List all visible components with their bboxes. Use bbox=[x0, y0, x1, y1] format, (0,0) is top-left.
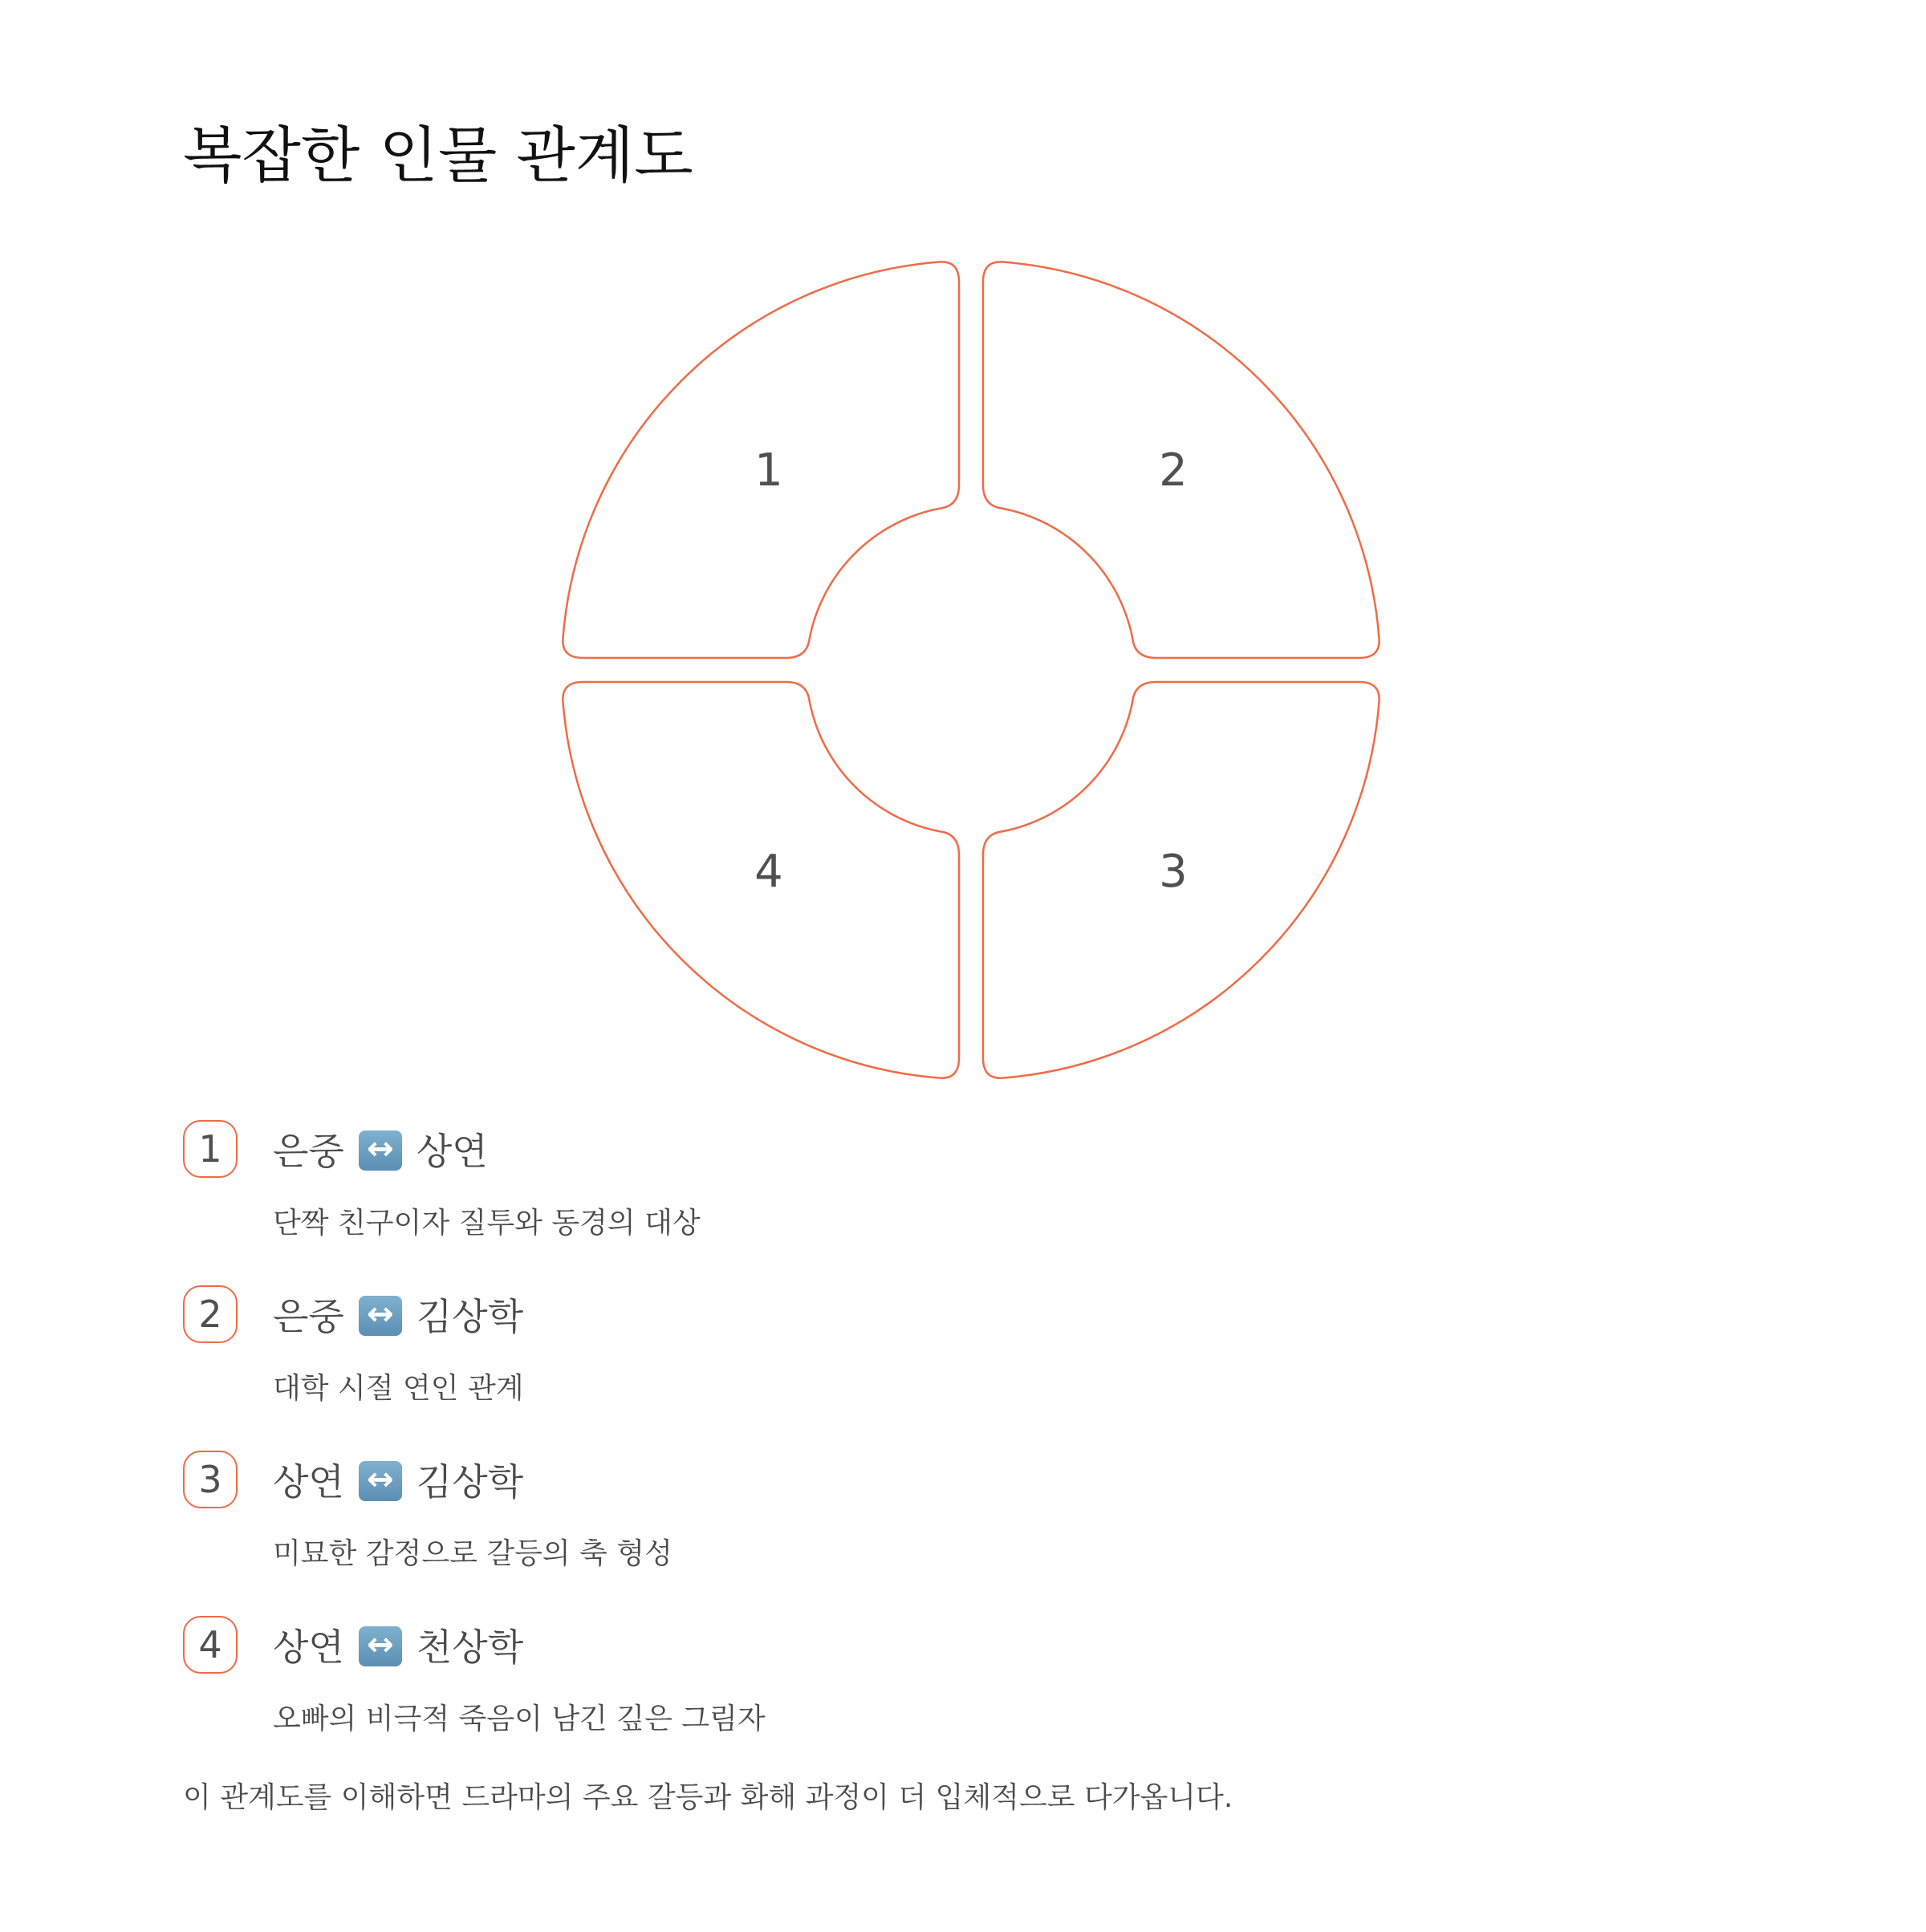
ring-segment-1 bbox=[563, 262, 959, 658]
left-right-arrow-icon bbox=[359, 1130, 402, 1171]
ring-segment-3 bbox=[983, 682, 1379, 1078]
character-name: 상연 bbox=[273, 1460, 344, 1504]
left-right-arrow-icon bbox=[359, 1296, 402, 1336]
number-badge: 3 bbox=[183, 1451, 238, 1508]
segment-number-label: 3 bbox=[1159, 846, 1188, 898]
relation-item-2 bbox=[183, 1285, 1708, 1451]
segment-number-label: 1 bbox=[754, 444, 783, 497]
relation-pair bbox=[273, 1120, 488, 1178]
ring-segment-4 bbox=[563, 682, 959, 1078]
character-name: 상연 bbox=[416, 1130, 488, 1173]
number-badge: 2 bbox=[183, 1285, 238, 1343]
character-name: 은중 bbox=[273, 1295, 344, 1338]
relation-item-4 bbox=[183, 1616, 1708, 1781]
left-right-arrow-icon bbox=[359, 1461, 402, 1501]
number-badge: 1 bbox=[183, 1120, 238, 1178]
ring-segment-2 bbox=[983, 262, 1379, 658]
left-right-arrow-icon bbox=[359, 1626, 402, 1666]
character-name: 상연 bbox=[273, 1626, 344, 1669]
character-name: 김상학 bbox=[416, 1460, 524, 1504]
relation-pair bbox=[273, 1285, 523, 1343]
relation-pair bbox=[273, 1451, 523, 1508]
character-name: 김상학 bbox=[416, 1295, 524, 1338]
page-title: 복잡한 인물 관계도 bbox=[183, 120, 693, 191]
relation-item-1 bbox=[183, 1120, 1708, 1285]
segment-number-label: 4 bbox=[754, 846, 783, 898]
relation-description: 미묘한 감정으로 갈등의 축 형성 bbox=[273, 1537, 672, 1570]
relation-item-3 bbox=[183, 1451, 1708, 1616]
relation-list bbox=[183, 1120, 1708, 1781]
footer-note: 이 관계도를 이해하면 드라마의 주요 갈등과 화해 과정이 더 입체적으로 다가옵니다. bbox=[183, 1781, 1233, 1814]
relation-description: 대학 시절 연인 관계 bbox=[273, 1372, 524, 1405]
character-name: 은중 bbox=[273, 1130, 344, 1173]
number-badge: 4 bbox=[183, 1616, 238, 1674]
relation-description: 오빠의 비극적 죽음이 남긴 깊은 그림자 bbox=[273, 1703, 766, 1735]
relation-pair bbox=[273, 1616, 523, 1674]
relation-description: 단짝 친구이자 질투와 동경의 대상 bbox=[273, 1207, 701, 1240]
character-name: 천상학 bbox=[416, 1626, 524, 1669]
segment-number-label: 2 bbox=[1159, 444, 1188, 497]
